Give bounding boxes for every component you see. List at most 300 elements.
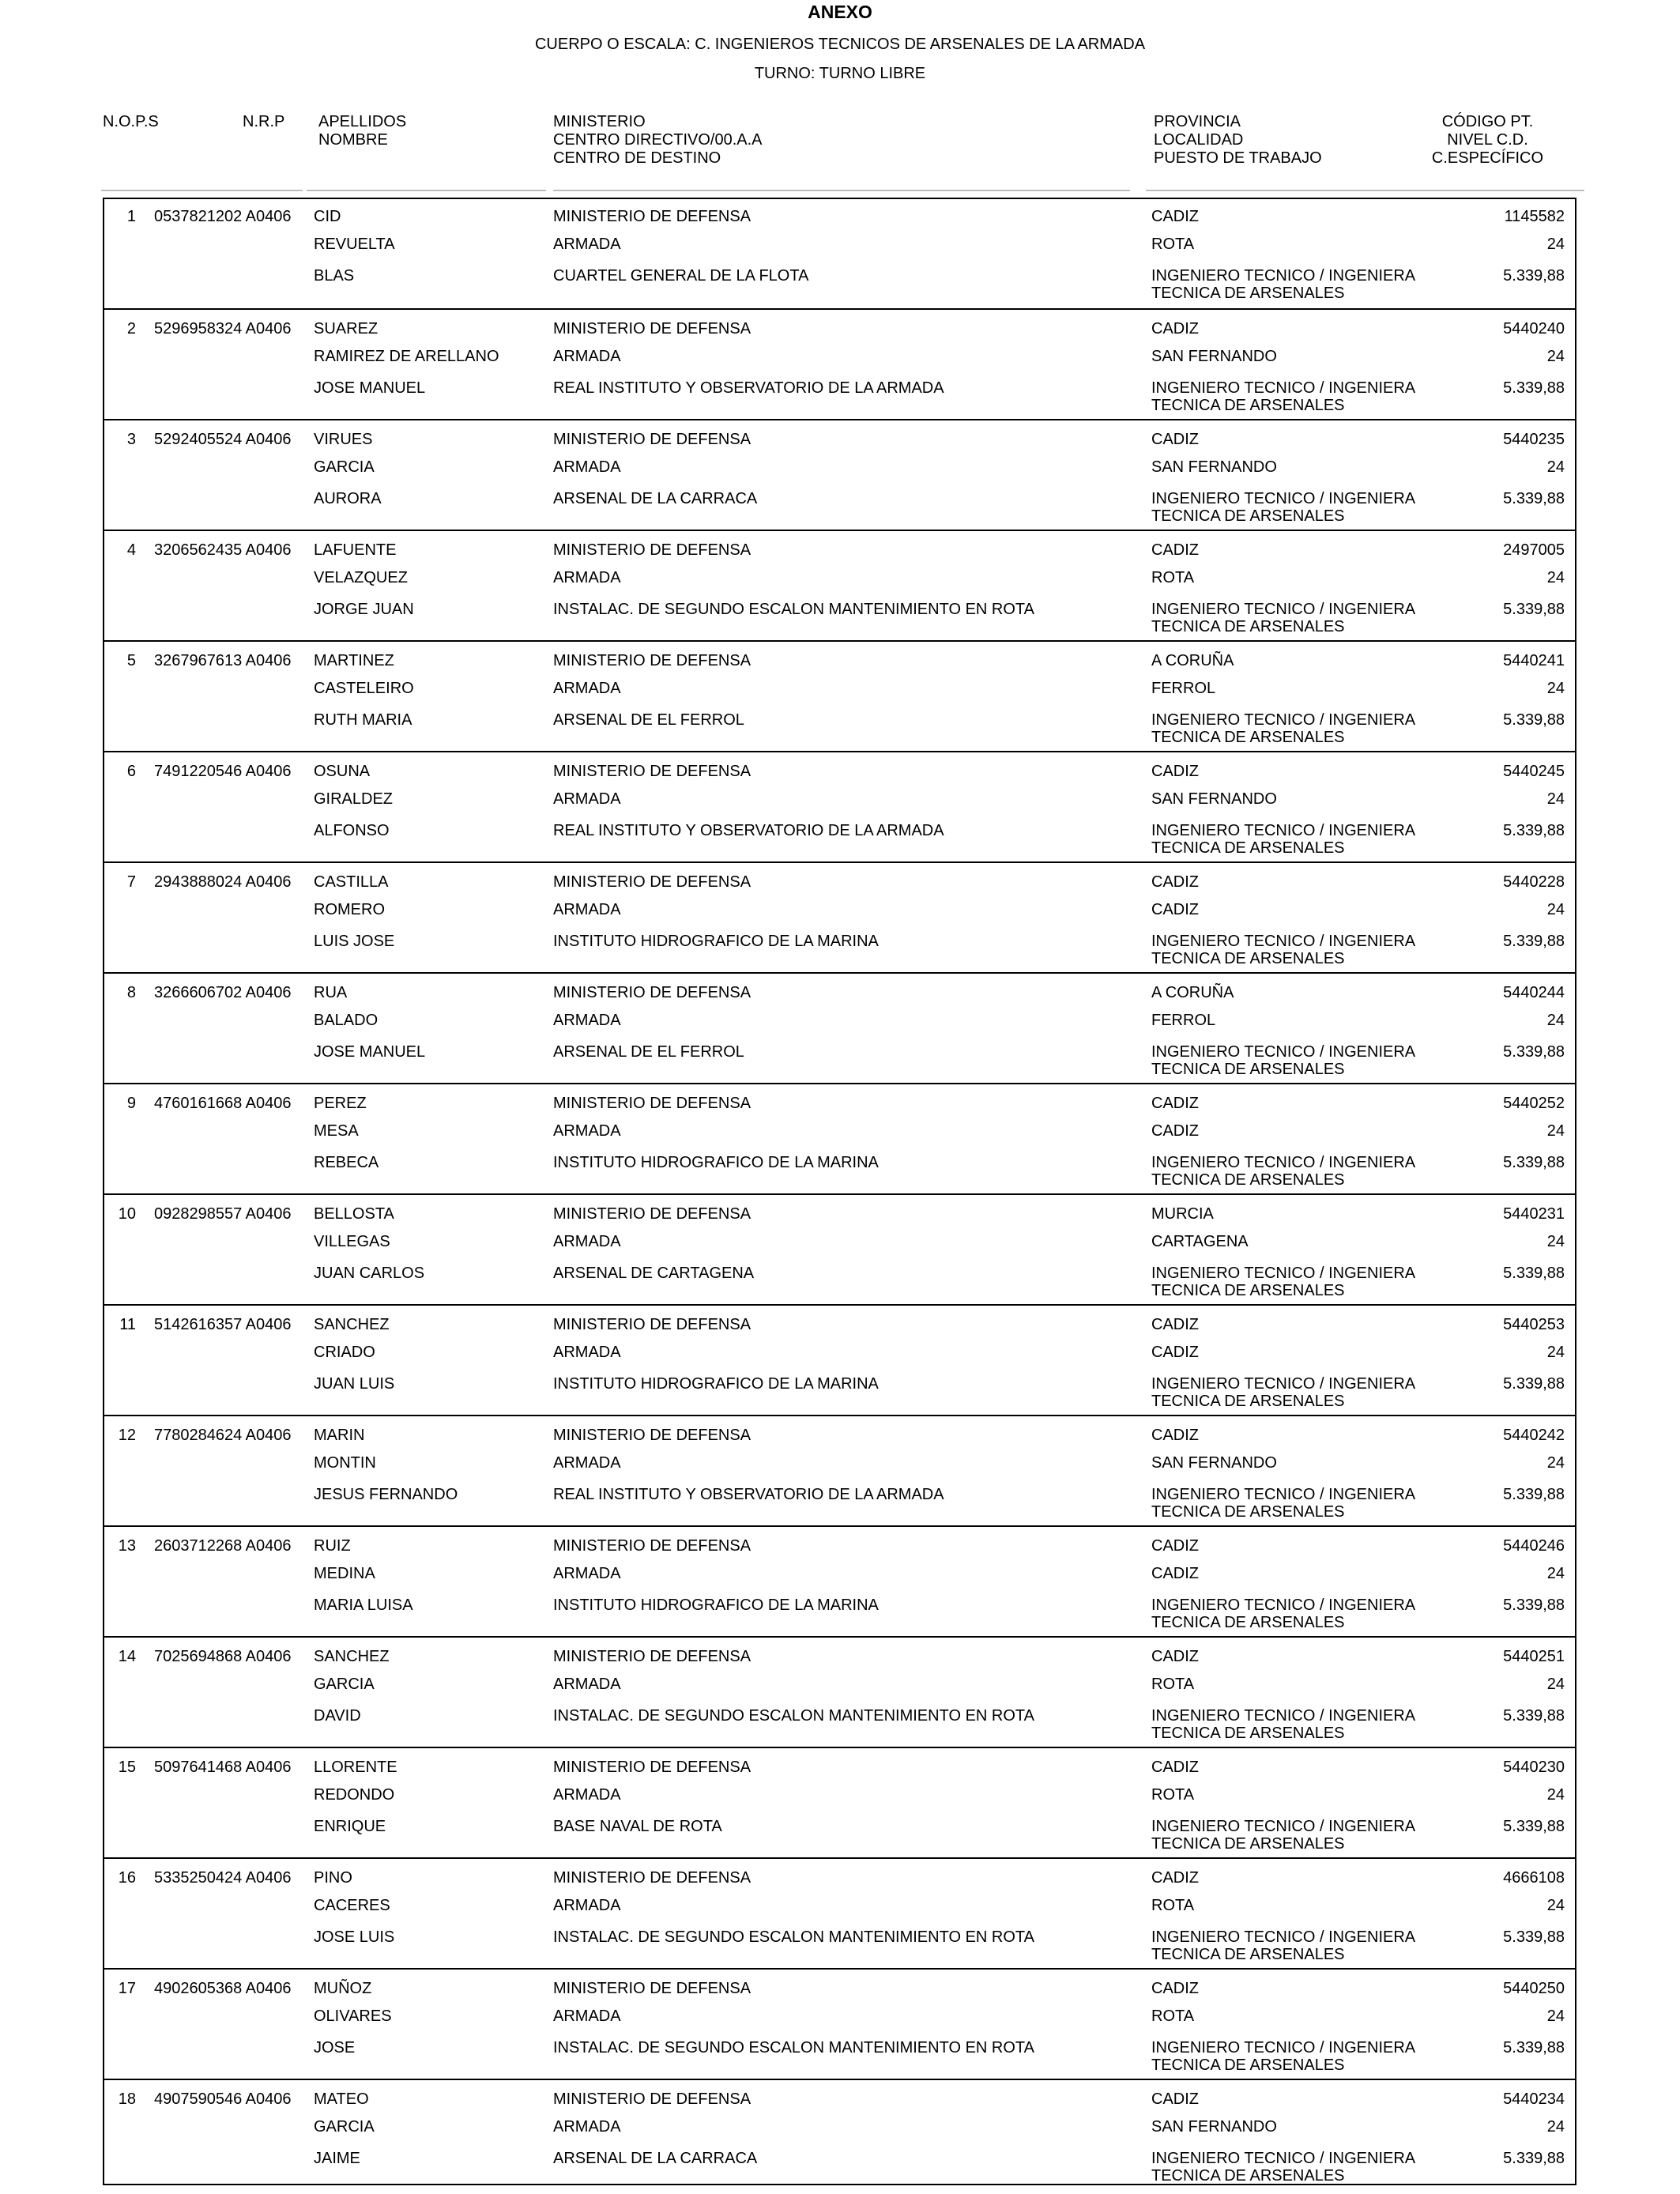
row-number: 5 [126, 652, 136, 669]
nivel-cd: 24 [1546, 458, 1565, 476]
complemento-especifico: 5.339,88 [1503, 1707, 1565, 1725]
nivel-cd: 24 [1546, 1012, 1565, 1029]
centro-destino: REAL INSTITUTO Y OBSERVATORIO DE LA ARMADA [553, 1486, 944, 1503]
table-row [103, 530, 1576, 640]
surname-1: MARIN [314, 1427, 365, 1444]
table-row [103, 1415, 1576, 1525]
provincia: CADIZ [1151, 431, 1199, 448]
header-divider [101, 190, 303, 191]
row-number: 4 [126, 541, 136, 559]
ministerio: MINISTERIO DE DEFENSA [553, 1316, 751, 1333]
surname-1: RUIZ [314, 1537, 351, 1555]
ministerio: MINISTERIO DE DEFENSA [553, 1205, 751, 1223]
row-number: 11 [119, 1316, 136, 1333]
row-number: 7 [126, 873, 136, 891]
codigo-pt: 5440241 [1503, 652, 1565, 669]
centro-directivo: ARMADA [553, 1454, 621, 1472]
centro-destino: INSTALAC. DE SEGUNDO ESCALON MANTENIMIENTO EN ROTA [553, 1928, 1034, 1946]
puesto-trabajo: INGENIERO TECNICO / INGENIERA [1151, 1486, 1416, 1503]
localidad: CADIZ [1151, 1122, 1199, 1140]
centro-directivo: ARMADA [553, 1012, 621, 1029]
puesto-trabajo-cont: TECNICA DE ARSENALES [1151, 1171, 1345, 1189]
centro-directivo: ARMADA [553, 1897, 621, 1914]
provincia: CADIZ [1151, 541, 1199, 559]
centro-directivo: ARMADA [553, 680, 621, 697]
ministerio: MINISTERIO DE DEFENSA [553, 208, 751, 225]
nivel-cd: 24 [1546, 1233, 1565, 1250]
surname-2: CACERES [314, 1897, 390, 1914]
surname-1: PINO [314, 1869, 352, 1887]
row-number: 18 [118, 2090, 136, 2108]
table-row [103, 640, 1576, 751]
provincia: A CORUÑA [1151, 984, 1234, 1001]
centro-destino: ARSENAL DE LA CARRACA [553, 490, 758, 507]
codigo-pt: 5440250 [1503, 1980, 1565, 1997]
nivel-cd: 24 [1546, 2118, 1565, 2136]
first-name: LUIS JOSE [314, 933, 395, 950]
table-row [103, 1747, 1576, 1857]
row-number: 3 [126, 431, 136, 448]
complemento-especifico: 5.339,88 [1503, 1043, 1565, 1061]
localidad: CADIZ [1151, 901, 1199, 918]
ministerio: MINISTERIO DE DEFENSA [553, 1095, 751, 1112]
complemento-especifico: 5.339,88 [1503, 2039, 1565, 2056]
provincia: A CORUÑA [1151, 652, 1234, 669]
complemento-especifico: 5.339,88 [1503, 1486, 1565, 1503]
complemento-especifico: 5.339,88 [1503, 822, 1565, 839]
nrp-value: 5097641468 A0406 [154, 1759, 292, 1776]
nivel-cd: 24 [1546, 2007, 1565, 2025]
provincia: MURCIA [1151, 1205, 1214, 1223]
complemento-especifico: 5.339,88 [1503, 1928, 1565, 1946]
localidad: SAN FERNANDO [1151, 790, 1277, 808]
puesto-trabajo: INGENIERO TECNICO / INGENIERA [1151, 2150, 1416, 2167]
puesto-trabajo: INGENIERO TECNICO / INGENIERA [1151, 1818, 1416, 1835]
puesto-trabajo-cont: TECNICA DE ARSENALES [1151, 1835, 1345, 1853]
col-header-ministerio: MINISTERIO CENTRO DIRECTIVO/00.A.A CENTRO DE DESTINO [553, 113, 763, 167]
table-row [103, 1857, 1576, 1968]
row-number: 8 [126, 984, 136, 1001]
nivel-cd: 24 [1546, 680, 1565, 697]
nivel-cd: 24 [1546, 1676, 1565, 1693]
provincia: CADIZ [1151, 1095, 1199, 1112]
puesto-trabajo: INGENIERO TECNICO / INGENIERA [1151, 1707, 1416, 1725]
nivel-cd: 24 [1546, 1122, 1565, 1140]
surname-2: MESA [314, 1122, 359, 1140]
table-row [103, 419, 1576, 530]
surname-1: SANCHEZ [314, 1316, 390, 1333]
table-row [103, 1304, 1576, 1415]
puesto-trabajo-cont: TECNICA DE ARSENALES [1151, 950, 1345, 967]
ministerio: MINISTERIO DE DEFENSA [553, 1759, 751, 1776]
puesto-trabajo: INGENIERO TECNICO / INGENIERA [1151, 1375, 1416, 1393]
puesto-trabajo: INGENIERO TECNICO / INGENIERA [1151, 1043, 1416, 1061]
centro-directivo: ARMADA [553, 901, 621, 918]
centro-directivo: ARMADA [553, 1122, 621, 1140]
localidad: ROTA [1151, 569, 1195, 586]
nrp-value: 2603712268 A0406 [154, 1537, 292, 1555]
localidad: ROTA [1151, 1786, 1195, 1804]
ministerio: MINISTERIO DE DEFENSA [553, 652, 751, 669]
centro-destino: INSTITUTO HIDROGRAFICO DE LA MARINA [553, 1154, 879, 1171]
centro-directivo: ARMADA [553, 569, 621, 586]
centro-directivo: ARMADA [553, 1565, 621, 1582]
codigo-pt: 5440240 [1503, 320, 1565, 337]
centro-destino: INSTALAC. DE SEGUNDO ESCALON MANTENIMIENTO EN ROTA [553, 601, 1034, 618]
puesto-trabajo-cont: TECNICA DE ARSENALES [1151, 2167, 1345, 2185]
ministerio: MINISTERIO DE DEFENSA [553, 1980, 751, 1997]
table-row [103, 1636, 1576, 1747]
first-name: JORGE JUAN [314, 601, 414, 618]
centro-destino: BASE NAVAL DE ROTA [553, 1818, 722, 1835]
codigo-pt: 5440244 [1503, 984, 1565, 1001]
codigo-pt: 5440252 [1503, 1095, 1565, 1112]
col-header-provincia: PROVINCIA LOCALIDAD PUESTO DE TRABAJO [1154, 113, 1322, 167]
surname-2: MEDINA [314, 1565, 375, 1582]
centro-destino: ARSENAL DE LA CARRACA [553, 2150, 758, 2167]
first-name: ENRIQUE [314, 1818, 386, 1835]
localidad: SAN FERNANDO [1151, 1454, 1277, 1472]
surname-2: VILLEGAS [314, 1233, 390, 1250]
nrp-value: 5142616357 A0406 [154, 1316, 292, 1333]
puesto-trabajo: INGENIERO TECNICO / INGENIERA [1151, 1596, 1416, 1614]
puesto-trabajo: INGENIERO TECNICO / INGENIERA [1151, 1928, 1416, 1946]
table-row [103, 1968, 1576, 2079]
nivel-cd: 24 [1546, 901, 1565, 918]
row-number: 17 [118, 1980, 136, 1997]
table-row [103, 2079, 1576, 2189]
provincia: CADIZ [1151, 1980, 1199, 1997]
ministerio: MINISTERIO DE DEFENSA [553, 763, 751, 780]
nivel-cd: 24 [1546, 1344, 1565, 1361]
surname-1: SUAREZ [314, 320, 379, 337]
row-number: 9 [126, 1095, 136, 1112]
ministerio: MINISTERIO DE DEFENSA [553, 1427, 751, 1444]
codigo-pt: 5440231 [1503, 1205, 1565, 1223]
surname-2: CASTELEIRO [314, 680, 414, 697]
provincia: CADIZ [1151, 1648, 1199, 1665]
first-name: JOSE LUIS [314, 1928, 395, 1946]
document-title: ANEXO [808, 2, 872, 22]
surname-1: OSUNA [314, 763, 371, 780]
row-number: 2 [126, 320, 136, 337]
centro-directivo: ARMADA [553, 1786, 621, 1804]
localidad: CARTAGENA [1151, 1233, 1249, 1250]
surname-2: OLIVARES [314, 2007, 392, 2025]
nivel-cd: 24 [1546, 1454, 1565, 1472]
first-name: MARIA LUISA [314, 1596, 413, 1614]
ministerio: MINISTERIO DE DEFENSA [553, 1648, 751, 1665]
nrp-value: 5292405524 A0406 [154, 431, 292, 448]
first-name: BLAS [314, 267, 355, 285]
table-row [103, 972, 1576, 1083]
surname-2: GARCIA [314, 2118, 375, 2136]
centro-destino: ARSENAL DE EL FERROL [553, 711, 744, 729]
surname-2: ROMERO [314, 901, 385, 918]
first-name: JUAN CARLOS [314, 1265, 425, 1282]
row-number: 10 [118, 1205, 136, 1223]
table-row [103, 198, 1576, 308]
centro-destino: INSTALAC. DE SEGUNDO ESCALON MANTENIMIENTO EN ROTA [553, 1707, 1034, 1725]
nivel-cd: 24 [1546, 569, 1565, 586]
surname-1: SANCHEZ [314, 1648, 390, 1665]
centro-destino: INSTITUTO HIDROGRAFICO DE LA MARINA [553, 933, 879, 950]
nivel-cd: 24 [1546, 1786, 1565, 1804]
surname-2: GARCIA [314, 458, 375, 476]
centro-directivo: ARMADA [553, 348, 621, 365]
puesto-trabajo-cont: TECNICA DE ARSENALES [1151, 507, 1345, 525]
header-divider [553, 190, 1130, 191]
first-name: JAIME [314, 2150, 360, 2167]
centro-destino: INSTITUTO HIDROGRAFICO DE LA MARINA [553, 1596, 879, 1614]
puesto-trabajo: INGENIERO TECNICO / INGENIERA [1151, 711, 1416, 729]
centro-destino: REAL INSTITUTO Y OBSERVATORIO DE LA ARMADA [553, 822, 944, 839]
centro-destino: REAL INSTITUTO Y OBSERVATORIO DE LA ARMADA [553, 379, 944, 397]
nrp-value: 3206562435 A0406 [154, 541, 292, 559]
puesto-trabajo: INGENIERO TECNICO / INGENIERA [1151, 490, 1416, 507]
complemento-especifico: 5.339,88 [1503, 1375, 1565, 1393]
col-header-nops: N.O.P.S [103, 113, 159, 130]
ministerio: MINISTERIO DE DEFENSA [553, 541, 751, 559]
surname-1: LLORENTE [314, 1759, 397, 1776]
ministerio: MINISTERIO DE DEFENSA [553, 873, 751, 891]
localidad: CADIZ [1151, 1344, 1199, 1361]
codigo-pt: 1145582 [1504, 208, 1565, 225]
surname-2: BALADO [314, 1012, 379, 1029]
provincia: CADIZ [1151, 1759, 1199, 1776]
localidad: FERROL [1151, 1012, 1216, 1029]
complemento-especifico: 5.339,88 [1503, 379, 1565, 397]
puesto-trabajo-cont: TECNICA DE ARSENALES [1151, 729, 1345, 746]
ministerio: MINISTERIO DE DEFENSA [553, 2090, 751, 2108]
first-name: RUTH MARIA [314, 711, 412, 729]
nrp-value: 4907590546 A0406 [154, 2090, 292, 2108]
surname-1: MARTINEZ [314, 652, 394, 669]
puesto-trabajo: INGENIERO TECNICO / INGENIERA [1151, 379, 1416, 397]
first-name: AURORA [314, 490, 382, 507]
nivel-cd: 24 [1546, 236, 1565, 253]
puesto-trabajo-cont: TECNICA DE ARSENALES [1151, 1946, 1345, 1963]
centro-directivo: ARMADA [553, 2118, 621, 2136]
nrp-value: 3267967613 A0406 [154, 652, 292, 669]
ministerio: MINISTERIO DE DEFENSA [553, 984, 751, 1001]
surname-2: VELAZQUEZ [314, 569, 408, 586]
cuerpo-escala: CUERPO O ESCALA: C. INGENIEROS TECNICOS DE ARSENALES DE LA ARMADA [534, 36, 1146, 53]
codigo-pt: 5440228 [1503, 873, 1565, 891]
complemento-especifico: 5.339,88 [1503, 1154, 1565, 1171]
puesto-trabajo: INGENIERO TECNICO / INGENIERA [1151, 1154, 1416, 1171]
puesto-trabajo: INGENIERO TECNICO / INGENIERA [1151, 267, 1416, 285]
puesto-trabajo-cont: TECNICA DE ARSENALES [1151, 1282, 1345, 1299]
first-name: REBECA [314, 1154, 379, 1171]
turno: TURNO: TURNO LIBRE [754, 65, 926, 82]
nrp-value: 4902605368 A0406 [154, 1980, 292, 1997]
puesto-trabajo-cont: TECNICA DE ARSENALES [1151, 839, 1345, 857]
localidad: ROTA [1151, 1676, 1195, 1693]
surname-2: GIRALDEZ [314, 790, 394, 808]
localidad: ROTA [1151, 1897, 1195, 1914]
surname-2: RAMIREZ DE ARELLANO [314, 348, 499, 365]
ministerio: MINISTERIO DE DEFENSA [553, 1869, 751, 1887]
centro-directivo: ARMADA [553, 1233, 621, 1250]
localidad: ROTA [1151, 2007, 1195, 2025]
ministerio: MINISTERIO DE DEFENSA [553, 320, 751, 337]
table-row [103, 1083, 1576, 1193]
surname-2: REDONDO [314, 1786, 395, 1804]
codigo-pt: 5440242 [1503, 1427, 1565, 1444]
centro-directivo: ARMADA [553, 236, 621, 253]
col-header-nrp: N.R.P [243, 113, 285, 130]
nrp-value: 4760161668 A0406 [154, 1095, 292, 1112]
table-row [103, 308, 1576, 419]
provincia: CADIZ [1151, 208, 1199, 225]
first-name: JOSE [314, 2039, 356, 2056]
surname-1: CID [314, 208, 341, 225]
row-number: 1 [126, 208, 136, 225]
centro-destino: CUARTEL GENERAL DE LA FLOTA [553, 267, 809, 285]
surname-2: MONTIN [314, 1454, 376, 1472]
centro-directivo: ARMADA [553, 1344, 621, 1361]
localidad: CADIZ [1151, 1565, 1199, 1582]
codigo-pt: 5440251 [1503, 1648, 1565, 1665]
complemento-especifico: 5.339,88 [1503, 1596, 1565, 1614]
puesto-trabajo-cont: TECNICA DE ARSENALES [1151, 1393, 1345, 1410]
surname-1: LAFUENTE [314, 541, 397, 559]
provincia: CADIZ [1151, 1869, 1199, 1887]
puesto-trabajo-cont: TECNICA DE ARSENALES [1151, 397, 1345, 414]
surname-1: RUA [314, 984, 348, 1001]
surname-1: BELLOSTA [314, 1205, 394, 1223]
nrp-value: 7025694868 A0406 [154, 1648, 292, 1665]
first-name: JOSE MANUEL [314, 1043, 426, 1061]
row-number: 15 [118, 1759, 136, 1776]
row-number: 13 [118, 1537, 136, 1555]
nrp-value: 0928298557 A0406 [154, 1205, 292, 1223]
nrp-value: 5335250424 A0406 [154, 1869, 292, 1887]
puesto-trabajo-cont: TECNICA DE ARSENALES [1151, 1725, 1345, 1742]
row-number: 14 [118, 1648, 136, 1665]
puesto-trabajo: INGENIERO TECNICO / INGENIERA [1151, 1265, 1416, 1282]
localidad: SAN FERNANDO [1151, 458, 1277, 476]
centro-destino: ARSENAL DE EL FERROL [553, 1043, 744, 1061]
localidad: FERROL [1151, 680, 1216, 697]
complemento-especifico: 5.339,88 [1503, 1265, 1565, 1282]
centro-directivo: ARMADA [553, 458, 621, 476]
header-divider [1146, 190, 1584, 191]
centro-destino: ARSENAL DE CARTAGENA [553, 1265, 755, 1282]
nivel-cd: 24 [1546, 1565, 1565, 1582]
centro-directivo: ARMADA [553, 790, 621, 808]
centro-directivo: ARMADA [553, 2007, 621, 2025]
complemento-especifico: 5.339,88 [1503, 2150, 1565, 2167]
surname-1: MUÑOZ [314, 1980, 372, 1997]
table-row [103, 1525, 1576, 1636]
puesto-trabajo-cont: TECNICA DE ARSENALES [1151, 285, 1345, 302]
puesto-trabajo: INGENIERO TECNICO / INGENIERA [1151, 2039, 1416, 2056]
ministerio: MINISTERIO DE DEFENSA [553, 1537, 751, 1555]
complemento-especifico: 5.339,88 [1503, 490, 1565, 507]
nrp-value: 7780284624 A0406 [154, 1427, 292, 1444]
codigo-pt: 2497005 [1503, 541, 1565, 559]
provincia: CADIZ [1151, 1537, 1199, 1555]
first-name: ALFONSO [314, 822, 390, 839]
complemento-especifico: 5.339,88 [1503, 933, 1565, 950]
nrp-value: 2943888024 A0406 [154, 873, 292, 891]
col-header-apellidos: APELLIDOS NOMBRE [318, 113, 407, 149]
complemento-especifico: 5.339,88 [1503, 267, 1565, 285]
surname-2: REVUELTA [314, 236, 395, 253]
provincia: CADIZ [1151, 320, 1199, 337]
puesto-trabajo: INGENIERO TECNICO / INGENIERA [1151, 601, 1416, 618]
first-name: JESUS FERNANDO [314, 1486, 458, 1503]
first-name: JOSE MANUEL [314, 379, 426, 397]
codigo-pt: 5440246 [1503, 1537, 1565, 1555]
nrp-value: 0537821202 A0406 [154, 208, 292, 225]
col-header-codigo: CÓDIGO PT. NIVEL C.D. C.ESPECÍFICO [1431, 113, 1544, 167]
table-row [103, 1193, 1576, 1304]
centro-destino: INSTITUTO HIDROGRAFICO DE LA MARINA [553, 1375, 879, 1393]
puesto-trabajo: INGENIERO TECNICO / INGENIERA [1151, 933, 1416, 950]
surname-1: PEREZ [314, 1095, 367, 1112]
nrp-value: 5296958324 A0406 [154, 320, 292, 337]
provincia: CADIZ [1151, 2090, 1199, 2108]
ministerio: MINISTERIO DE DEFENSA [553, 431, 751, 448]
nrp-value: 7491220546 A0406 [154, 763, 292, 780]
surname-2: GARCIA [314, 1676, 375, 1693]
complemento-especifico: 5.339,88 [1503, 1818, 1565, 1835]
puesto-trabajo-cont: TECNICA DE ARSENALES [1151, 1503, 1345, 1521]
provincia: CADIZ [1151, 763, 1199, 780]
row-number: 16 [118, 1869, 136, 1887]
surname-1: CASTILLA [314, 873, 389, 891]
puesto-trabajo-cont: TECNICA DE ARSENALES [1151, 2056, 1345, 2074]
puesto-trabajo-cont: TECNICA DE ARSENALES [1151, 618, 1345, 635]
row-number: 12 [118, 1427, 136, 1444]
nivel-cd: 24 [1546, 790, 1565, 808]
localidad: SAN FERNANDO [1151, 2118, 1277, 2136]
first-name: JUAN LUIS [314, 1375, 395, 1393]
centro-destino: INSTALAC. DE SEGUNDO ESCALON MANTENIMIENTO EN ROTA [553, 2039, 1034, 2056]
nrp-value: 3266606702 A0406 [154, 984, 292, 1001]
puesto-trabajo: INGENIERO TECNICO / INGENIERA [1151, 822, 1416, 839]
codigo-pt: 5440234 [1503, 2090, 1565, 2108]
centro-directivo: ARMADA [553, 1676, 621, 1693]
nivel-cd: 24 [1546, 1897, 1565, 1914]
table-row [103, 861, 1576, 972]
row-number: 6 [126, 763, 136, 780]
puesto-trabajo-cont: TECNICA DE ARSENALES [1151, 1061, 1345, 1078]
provincia: CADIZ [1151, 1427, 1199, 1444]
codigo-pt: 5440235 [1503, 431, 1565, 448]
surname-1: VIRUES [314, 431, 373, 448]
surname-2: CRIADO [314, 1344, 375, 1361]
table-row [103, 751, 1576, 861]
localidad: SAN FERNANDO [1151, 348, 1277, 365]
codigo-pt: 4666108 [1503, 1869, 1565, 1887]
header-divider [307, 190, 546, 191]
provincia: CADIZ [1151, 1316, 1199, 1333]
nivel-cd: 24 [1546, 348, 1565, 365]
codigo-pt: 5440245 [1503, 763, 1565, 780]
localidad: ROTA [1151, 236, 1195, 253]
provincia: CADIZ [1151, 873, 1199, 891]
codigo-pt: 5440253 [1503, 1316, 1565, 1333]
first-name: DAVID [314, 1707, 361, 1725]
complemento-especifico: 5.339,88 [1503, 711, 1565, 729]
surname-1: MATEO [314, 2090, 369, 2108]
codigo-pt: 5440230 [1503, 1759, 1565, 1776]
puesto-trabajo-cont: TECNICA DE ARSENALES [1151, 1614, 1345, 1631]
